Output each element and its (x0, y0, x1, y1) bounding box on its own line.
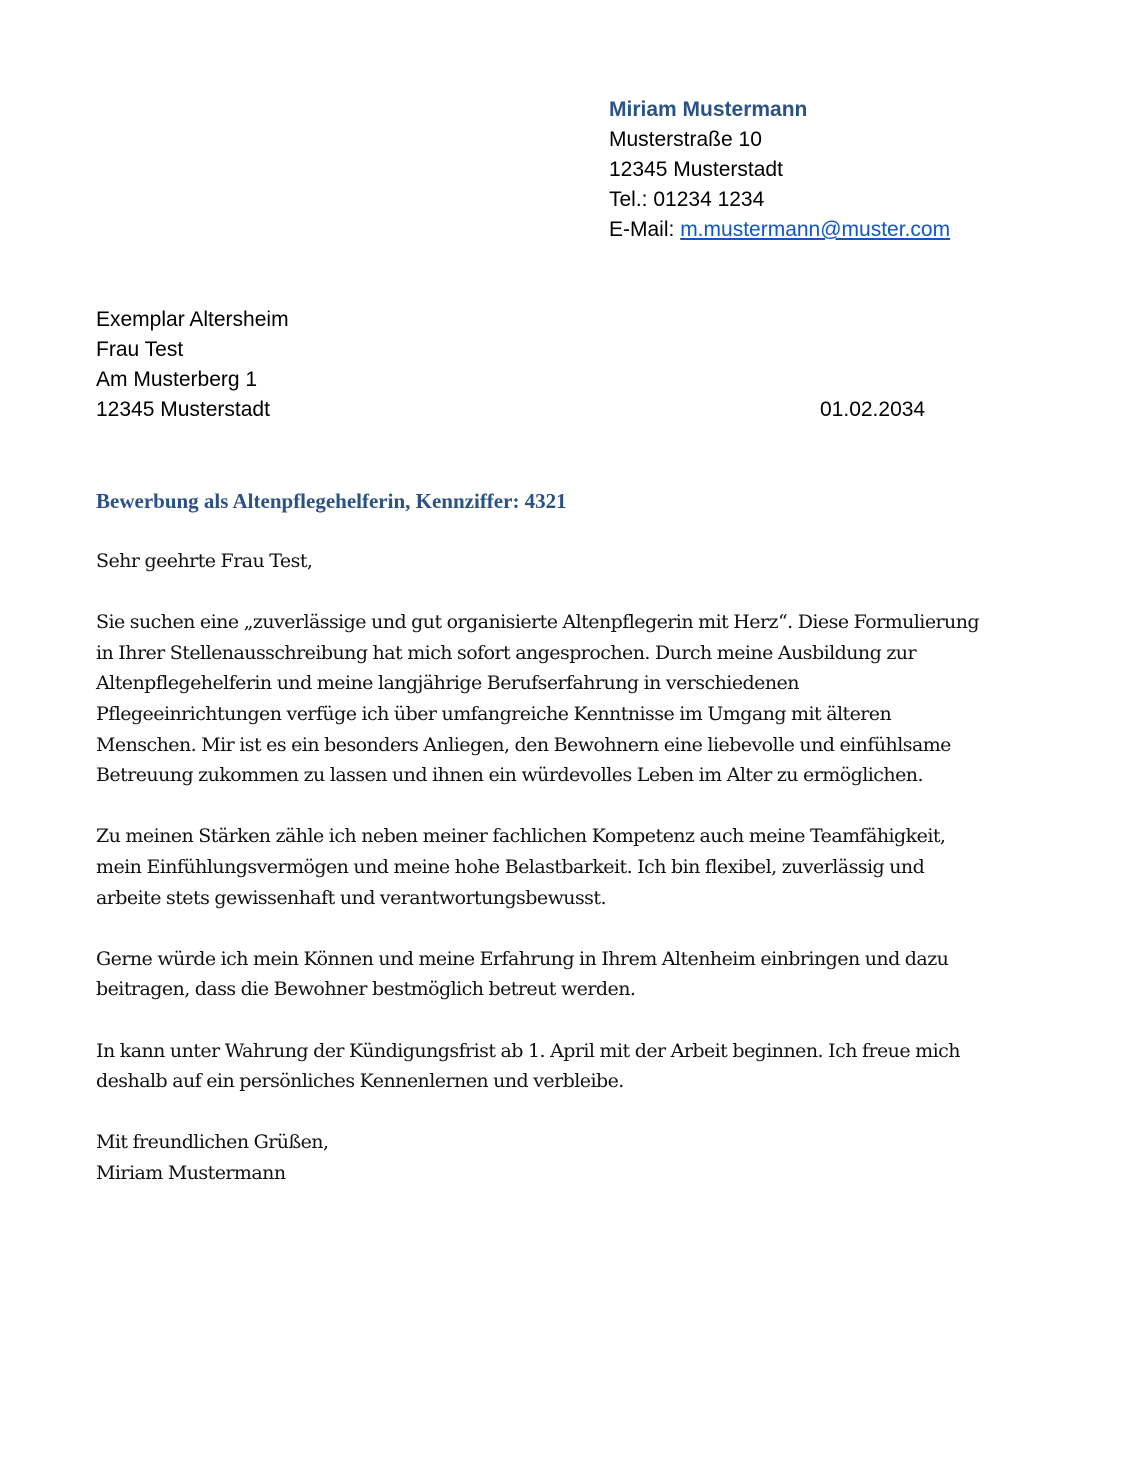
body-line: Gerne würde ich mein Können und meine Erfahrung in Ihrem Altenheim einbringen und dazu (96, 947, 949, 970)
body-line: deshalb auf ein persönliches Kennenlernen und verbleibe. (96, 1070, 624, 1093)
body-line: beitragen, dass die Bewohner bestmöglich betreut werden. (96, 978, 636, 1001)
recipient-street: Am Musterberg 1 (96, 368, 258, 391)
body-line: Zu meinen Stärken zähle ich neben meiner fachlichen Kompetenz auch meine Teamfähigkeit, (96, 825, 946, 848)
sender-street: Musterstraße 10 (609, 128, 762, 151)
body-line: arbeite stets gewissenhaft und verantwortungsbewusst. (96, 886, 606, 909)
letter-body (96, 546, 1031, 1219)
body-paragraph-3 (96, 944, 1031, 1005)
recipient-city: 12345 Musterstadt (96, 398, 270, 421)
sender-email-line (609, 215, 950, 245)
body-paragraph-1 (96, 607, 1031, 791)
body-line: in Ihrer Stellenausschreibung hat mich sofort angesprochen. Durch meine Ausbildung zur (96, 641, 916, 664)
sender-email-link[interactable]: m.mustermann@muster.com (680, 218, 951, 241)
sender-city: 12345 Musterstadt (609, 158, 783, 181)
closing-greeting: Mit freundlichen Grüßen, (96, 1131, 329, 1154)
salutation: Sehr geehrte Frau Test, (96, 550, 313, 572)
body-line: Sie suchen eine „zuverlässige und gut organisierte Altenpflegerin mit Herz“. Diese Formulierung (96, 611, 980, 634)
body-paragraph-2 (96, 821, 1031, 913)
body-line: Betreuung zukommen zu lassen und ihnen ein würdevolles Leben im Alter zu ermöglichen. (96, 764, 923, 787)
body-line: mein Einfühlungsvermögen und meine hohe Belastbarkeit. Ich bin flexibel, zuverlässig und (96, 855, 925, 878)
recipient-company: Exemplar Altersheim (96, 308, 289, 331)
letter-subject: Bewerbung als Altenpflegehelferin, Kennziffer: 4321 (96, 489, 567, 513)
closing-block (96, 1127, 1031, 1188)
body-line: Pflegeeinrichtungen verfüge ich über umfangreiche Kenntnisse im Umgang mit älteren (96, 702, 892, 725)
body-paragraph-4 (96, 1036, 1031, 1097)
recipient-address-block (96, 305, 289, 425)
body-line: Menschen. Mir ist es ein besonders Anliegen, den Bewohnern eine liebevolle und einfühlsame (96, 733, 951, 756)
sender-email-label: E-Mail: (609, 218, 681, 241)
recipient-contact: Frau Test (96, 338, 184, 361)
signature-name: Miriam Mustermann (96, 1161, 286, 1184)
letter-date: 01.02.2034 (820, 398, 926, 421)
sender-phone: Tel.: 01234 1234 (609, 188, 765, 211)
sender-address-block (609, 95, 950, 245)
body-line: In kann unter Wahrung der Kündigungsfrist ab 1. April mit der Arbeit beginnen. Ich freue mich (96, 1039, 960, 1062)
body-line: Altenpflegehelferin und meine langjährige Berufserfahrung in verschiedenen (96, 672, 799, 695)
sender-name: Miriam Mustermann (609, 98, 808, 121)
